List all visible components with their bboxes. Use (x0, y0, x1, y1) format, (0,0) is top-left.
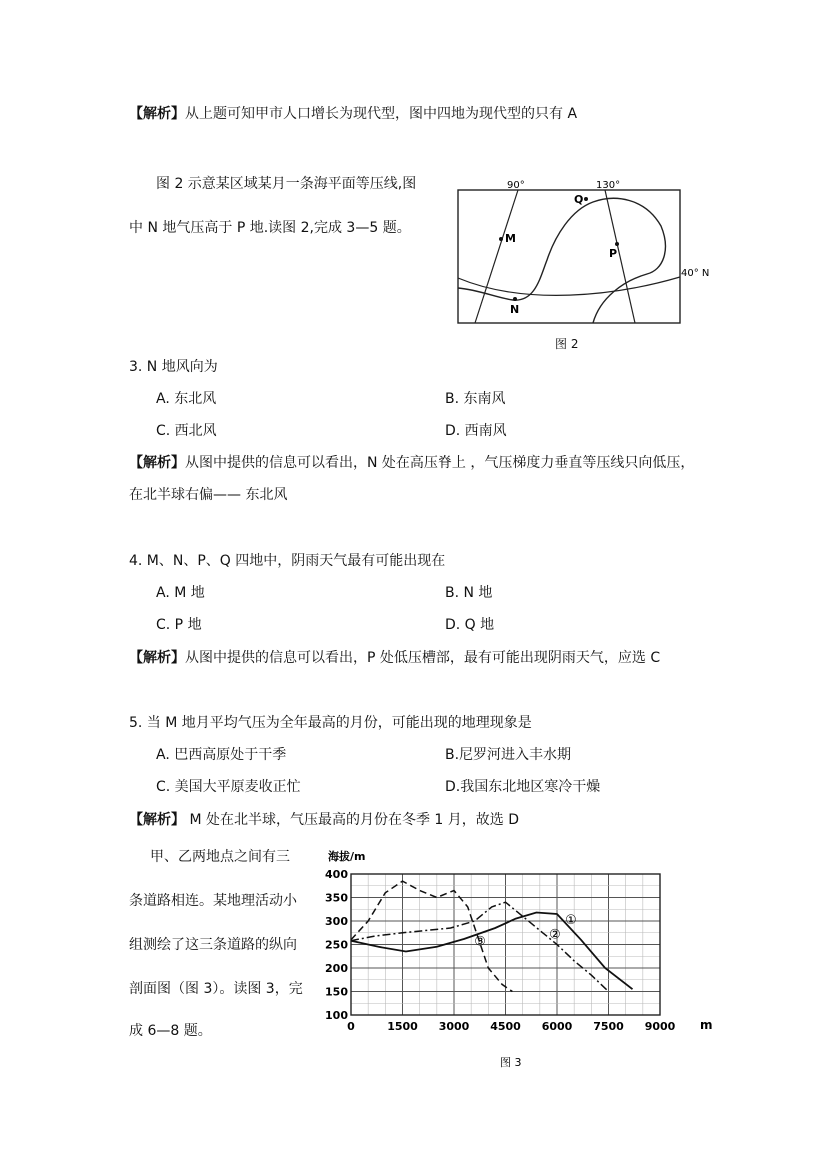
q4-stem: 4. M、N、P、Q 四地中，阴雨天气最有可能出现在 (129, 553, 446, 569)
point-m-dot (499, 237, 503, 241)
y-tick-label: 100 (325, 1009, 348, 1022)
lat-label: 40° N (681, 268, 710, 279)
point-q-label: Q (574, 193, 584, 206)
point-p-label: P (609, 247, 618, 260)
q3-option-d: D. 西南风 (445, 423, 507, 439)
y-tick-label: 150 (325, 985, 348, 999)
intro-analysis (129, 104, 577, 124)
analysis-tag: 【解析】 (129, 650, 185, 666)
q5-option-b: B.尼罗河进入丰水期 (445, 747, 572, 763)
q3-option-a: A. 东北风 (156, 391, 217, 407)
fig3-intro-line3: 组测绘了这三条道路的纵向 (129, 937, 297, 953)
q4-option-b: B. N 地 (445, 585, 493, 601)
x-tick-label: 4500 (490, 1020, 521, 1033)
fig2-intro-line2: 中 N 地气压高于 P 地.读图 2,完成 3—5 题。 (129, 220, 411, 236)
point-n-label: N (510, 303, 520, 316)
fig2-caption: 图 2 (555, 337, 579, 351)
q4-option-c: C. P 地 (156, 617, 202, 633)
q5-option-c: C. 美国大平原麦收正忙 (156, 779, 301, 795)
point-q-dot (584, 197, 588, 201)
x-axis-unit: m (700, 1018, 713, 1032)
y-tick-label: 300 (325, 915, 348, 928)
q3-analysis (129, 453, 694, 473)
q3-option-b: B. 东南风 (445, 391, 506, 407)
lon-label-130: 130° (596, 180, 621, 191)
profile-chart (318, 848, 718, 1078)
analysis-text: 从上题可知甲市人口增长为现代型，图中四地为现代型的只有 A (185, 106, 578, 122)
isobar-line (458, 198, 665, 323)
fig3-intro-line5: 成 6—8 题。 (129, 1023, 212, 1039)
y-tick-label: 400 (325, 868, 348, 881)
q5-stem: 5. 当 M 地月平均气压为全年最高的月份，可能出现的地理现象是 (129, 715, 532, 731)
x-tick-label: 7500 (593, 1020, 624, 1033)
point-m-label: M (505, 232, 516, 245)
x-tick-label: 0 (347, 1020, 355, 1033)
lon-label-90: 90° (507, 180, 525, 191)
chart-ticks (325, 868, 676, 1033)
q3-option-c: C. 西北风 (156, 423, 217, 439)
x-tick-label: 6000 (541, 1020, 573, 1033)
series-label-3: ③ (474, 934, 486, 950)
q5-option-d: D.我国东北地区寒冷干燥 (445, 779, 601, 795)
analysis-tag: 【解析】 (129, 455, 185, 471)
y-tick-label: 350 (325, 891, 348, 905)
analysis-text: 从图中提供的信息可以看出，P 处低压槽部，最有可能出现阴雨天气，应选 C (185, 650, 661, 666)
q5-option-a: A. 巴西高原处于干季 (156, 747, 287, 763)
q4-analysis (129, 648, 660, 668)
analysis-text: 从图中提供的信息可以看出，N 处在高压脊上 ，气压梯度力垂直等压线只向低压， (185, 455, 695, 471)
analysis-tag: 【解析】 (129, 812, 185, 828)
analysis-tag: 【解析】 (129, 106, 185, 122)
q4-option-a: A. M 地 (156, 585, 205, 601)
q5-analysis (129, 810, 519, 830)
series-label-2: ② (549, 927, 561, 943)
q3-analysis-line2: 在北半球右偏—— 东北风 (129, 487, 288, 503)
q3-stem: 3. N 地风向为 (129, 359, 218, 375)
y-axis-title: 海拔/m (328, 850, 366, 863)
isobar-map (455, 178, 710, 338)
series-line-1 (351, 913, 633, 990)
fig3-intro-line4: 剖面图（图 3）。读图 3，完 (129, 981, 303, 997)
y-tick-label: 200 (325, 962, 348, 975)
x-tick-label: 1500 (387, 1020, 418, 1033)
q4-option-d: D. Q 地 (445, 617, 495, 633)
x-tick-label: 9000 (644, 1020, 676, 1033)
fig3-caption: 图 3 (500, 1056, 522, 1069)
fig3-intro-line1: 甲、乙两地点之间有三 (150, 849, 290, 865)
fig3-intro-line2: 条道路相连。某地理活动小 (129, 893, 297, 909)
point-p-dot (615, 242, 619, 246)
x-tick-label: 3000 (438, 1020, 470, 1033)
point-n-dot (513, 297, 517, 301)
fig2-intro-line1: 图 2 示意某区域某月一条海平面等压线,图 (156, 176, 417, 192)
series-label-1: ① (565, 912, 577, 928)
parallel-40n (458, 277, 680, 295)
chart-grid (351, 874, 660, 1015)
analysis-text: M 处在北半球，气压最高的月份在冬季 1 月，故选 D (185, 812, 520, 828)
y-tick-label: 250 (325, 938, 348, 952)
